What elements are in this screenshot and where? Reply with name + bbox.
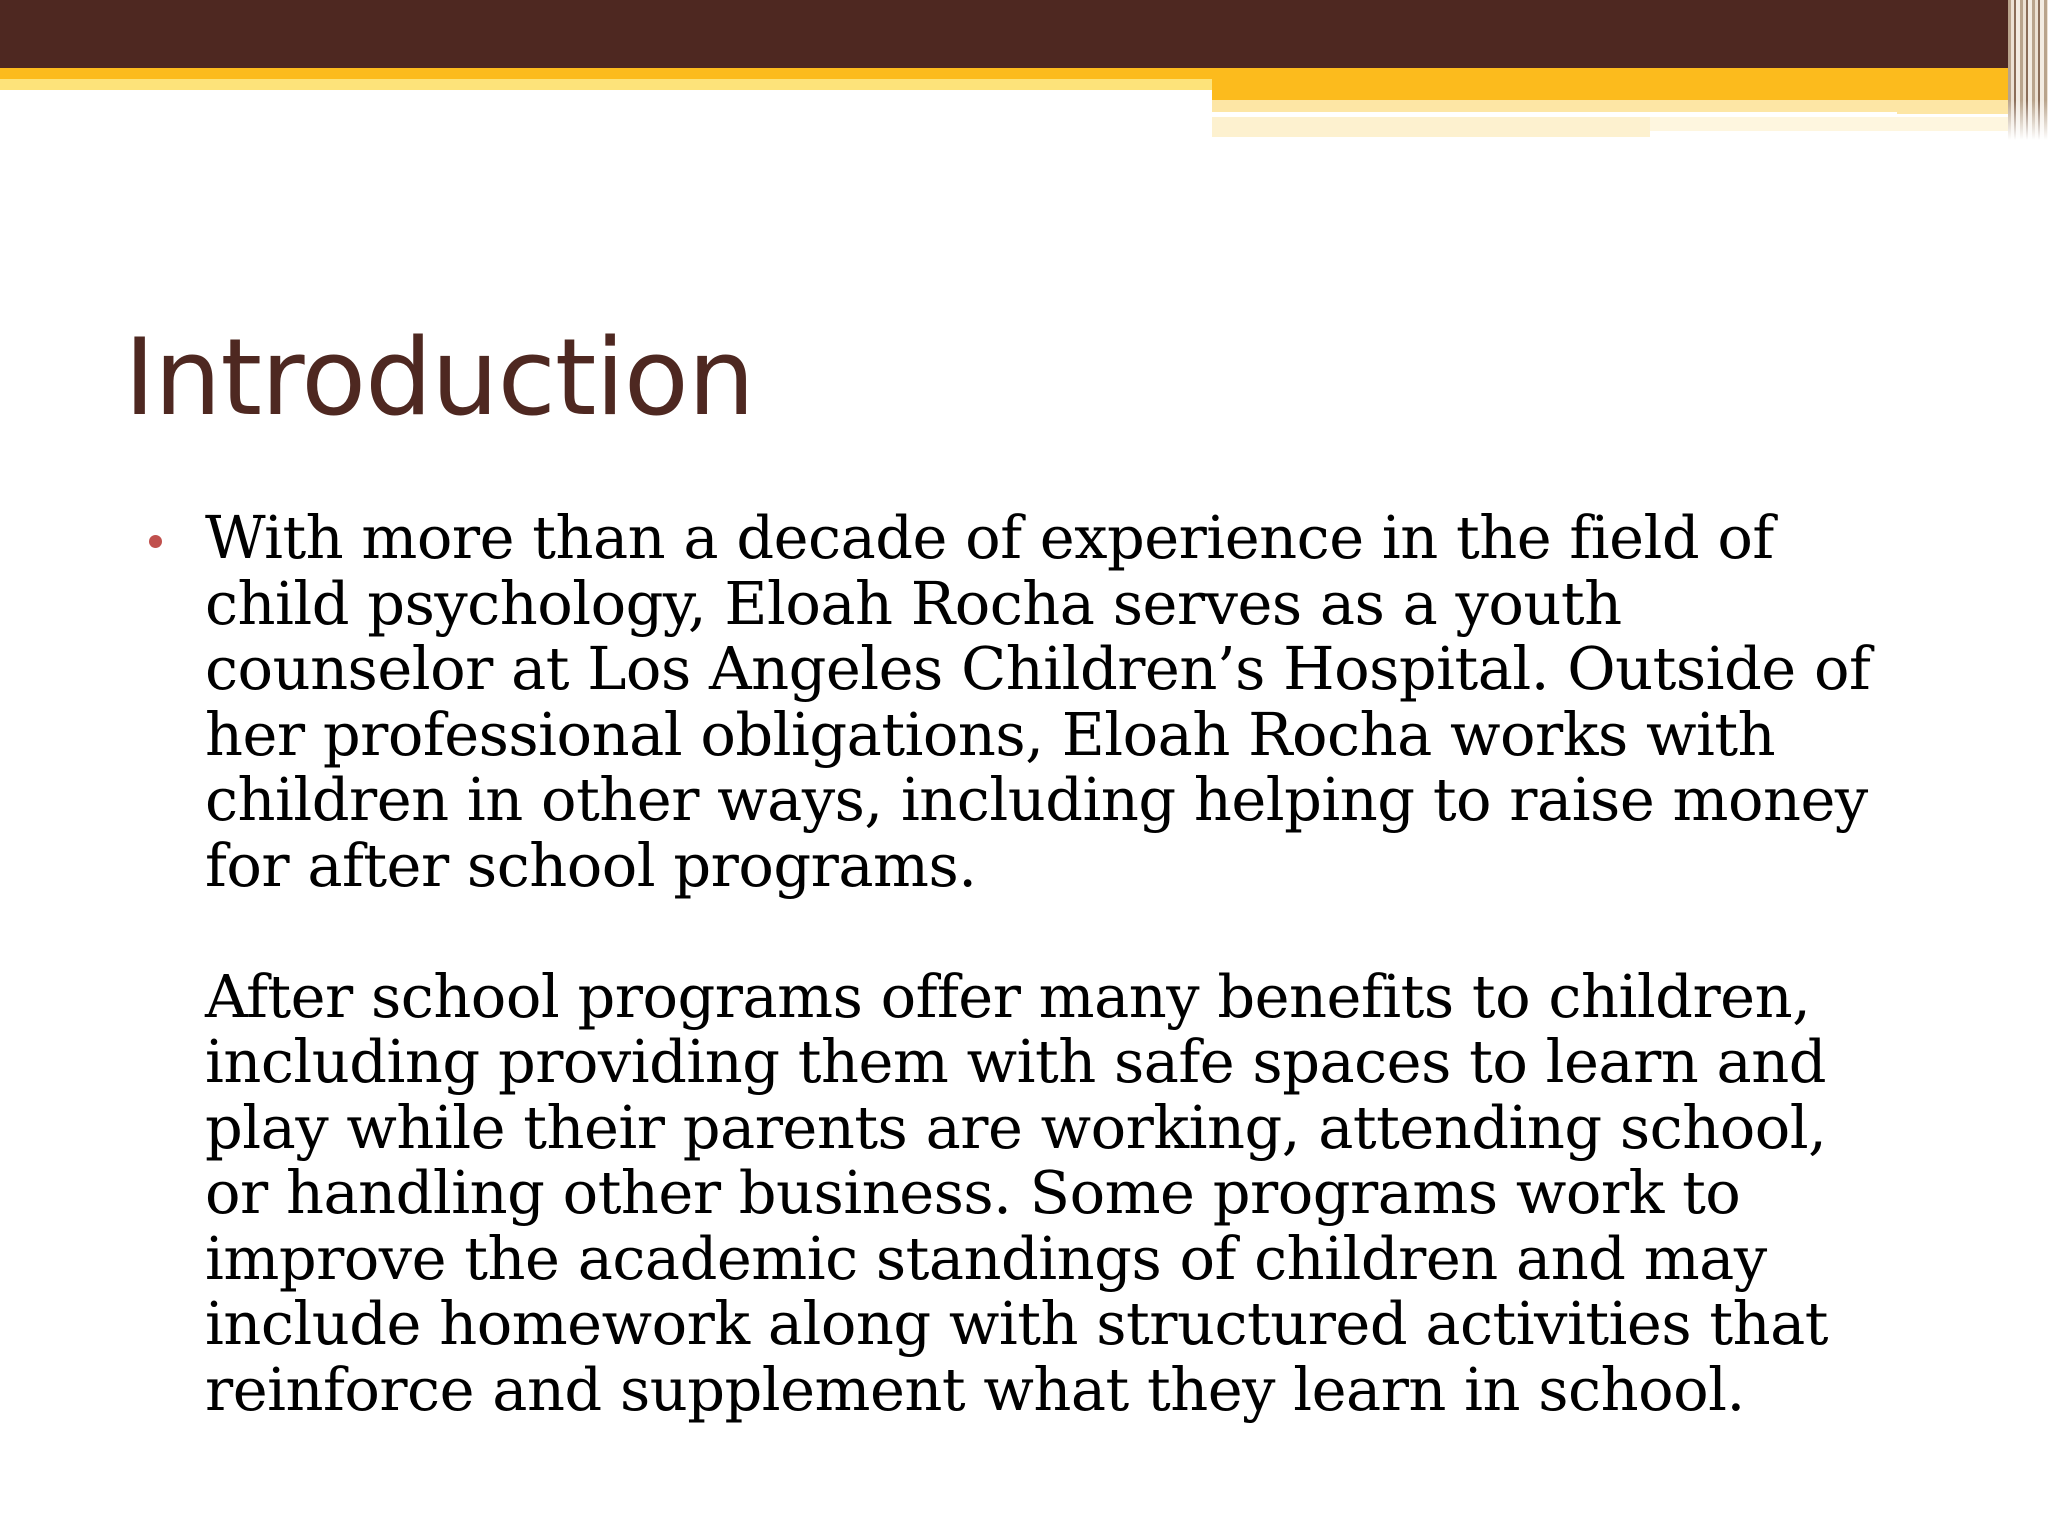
text-line: With more than a decade of experience in the field of	[205, 503, 1774, 572]
header-gold-band-left	[0, 68, 1212, 90]
slide-body	[145, 505, 1945, 1422]
header-bar	[0, 0, 2048, 68]
text-line: her professional obligations, Eloah Rocha works with	[205, 699, 1776, 769]
text-line: improve the academic standings of children and may	[205, 1223, 1767, 1293]
text-line: or handling other business. Some programs work to	[205, 1158, 1741, 1227]
text-line: for after school programs.	[205, 830, 977, 900]
header-gold-band-right	[1212, 68, 2012, 100]
paragraph-benefits	[205, 961, 1945, 1424]
text-line: counselor at Los Angeles Children’s Hospital. Outside of	[205, 634, 1871, 703]
text-line: children in other ways, including helping to raise money	[205, 765, 1868, 834]
header-pale-band-end	[1650, 117, 2012, 131]
text-line: including providing them with safe spaces to learn and	[205, 1027, 1826, 1096]
bullet-dot-icon	[149, 535, 162, 548]
text-line: reinforce and supplement what they learn in school.	[205, 1354, 1745, 1424]
header-pale-band-lower	[1212, 117, 1650, 137]
text-line: include homework along with structured activities that	[205, 1289, 1828, 1358]
text-line: After school programs offer many benefits to children,	[205, 961, 1811, 1031]
header-corner-fade	[2008, 100, 2048, 140]
slide-title: Introduction	[124, 316, 754, 439]
bullet-item	[145, 505, 1945, 1422]
text-line: play while their parents are working, attending school,	[205, 1092, 1827, 1162]
text-line: child psychology, Eloah Rocha serves as a youth	[205, 568, 1622, 638]
paragraph-intro	[205, 505, 1945, 898]
